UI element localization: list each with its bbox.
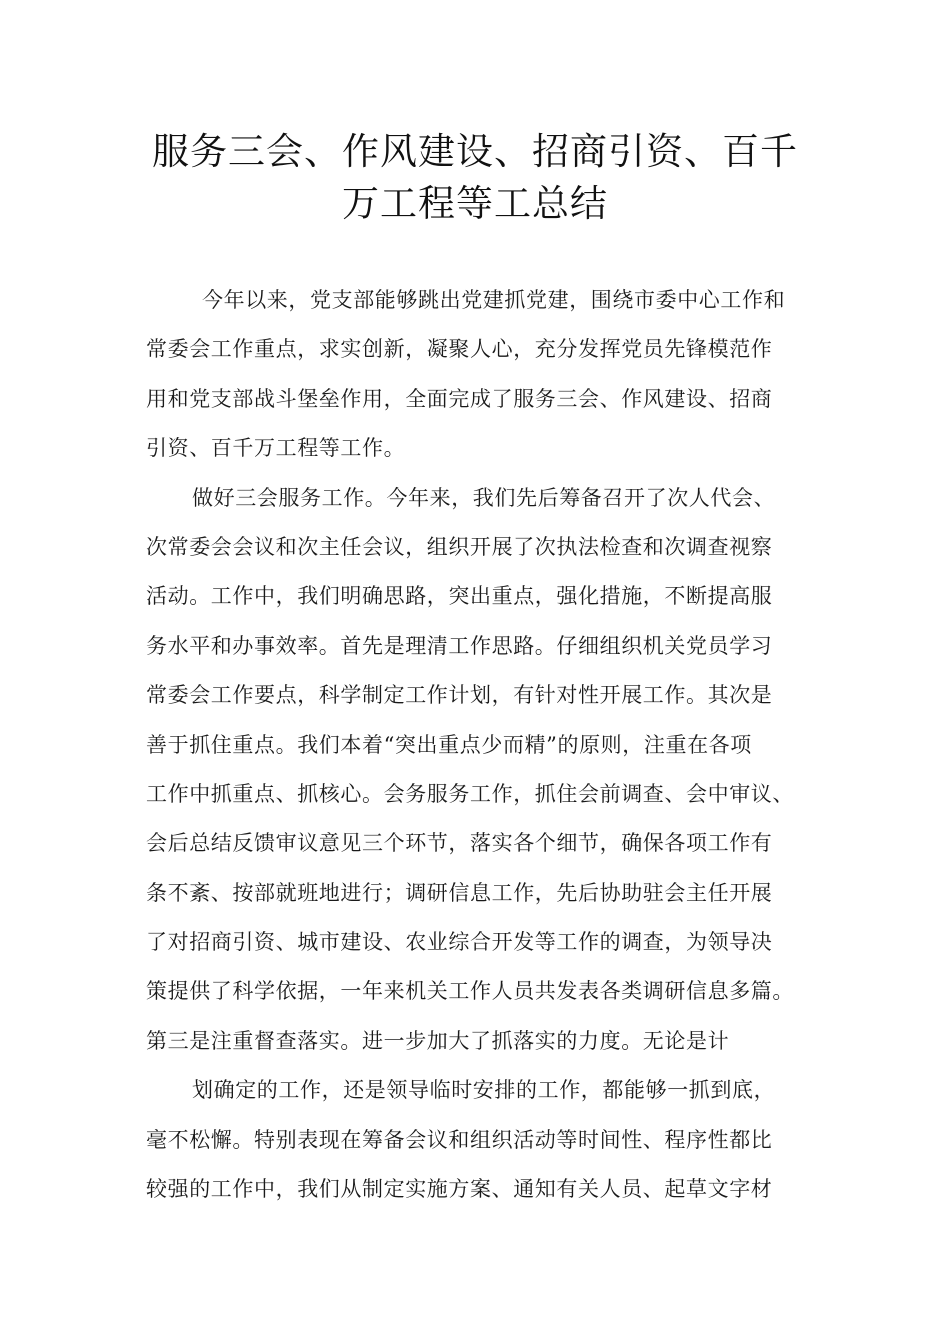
- paragraph-line: 做好三会服务工作。今年来，我们先后筹备召开了次人代会、: [192, 485, 776, 510]
- paragraph-line: 善于抓住重点。我们本着“突出重点少而精”的原则，注重在各项: [146, 732, 752, 757]
- paragraph-line: 今年以来，党支部能够跳出党建抓党建，围绕市委中心工作和: [202, 288, 786, 312]
- paragraph-line: 活动。工作中，我们明确思路，突出重点，强化措施，不断提高服: [146, 584, 773, 609]
- paragraph-line: 务水平和办事效率。首先是理清工作思路。仔细组织机关党员学习: [146, 633, 773, 658]
- title-line-2: 万工程等工总结: [342, 182, 608, 225]
- paragraph-line: 用和党支部战斗堡垒作用，全面完成了服务三会、作风建设、招商: [146, 386, 773, 411]
- paragraph-line: 策提供了科学依据，一年来机关工作人员共发表各类调研信息多篇。: [146, 979, 794, 1004]
- paragraph-line: 次常委会会议和次主任会议，组织开展了次执法检查和次调查视察: [146, 534, 773, 559]
- paragraph-line: 引资、百千万工程等工作。: [146, 436, 406, 461]
- paragraph-line: 条不紊、按部就班地进行；调研信息工作，先后协助驻会主任开展: [146, 880, 773, 905]
- title-line-1: 服务三会、作风建设、招商引资、百千: [152, 130, 798, 173]
- paragraph-line: 第三是注重督查落实。进一步加大了抓落实的力度。无论是计: [146, 1028, 730, 1053]
- document-title: [100, 126, 850, 230]
- paragraph-line: 常委会工作重点，求实创新，凝聚人心，充分发挥党员先锋模范作: [146, 337, 773, 362]
- paragraph-line: 工作中抓重点、抓核心。会务服务工作，抓住会前调查、会中审议、: [146, 781, 794, 806]
- paragraph-line: 划确定的工作，还是领导临时安排的工作，都能够一抓到底，: [192, 1078, 776, 1103]
- paragraph-line: 毫不松懈。特别表现在筹备会议和组织活动等时间性、程序性都比: [146, 1127, 773, 1152]
- paragraph-line: 了对招商引资、城市建设、农业综合开发等工作的调查，为领导决: [146, 930, 773, 955]
- document-body: [146, 276, 826, 1214]
- paragraph-line: 较强的工作中，我们从制定实施方案、通知有关人员、起草文字材: [146, 1177, 773, 1202]
- paragraph-line: 会后总结反馈审议意见三个环节，落实各个细节，确保各项工作有: [146, 831, 773, 856]
- paragraph-line: 常委会工作要点，科学制定工作计划，有针对性开展工作。其次是: [146, 683, 773, 708]
